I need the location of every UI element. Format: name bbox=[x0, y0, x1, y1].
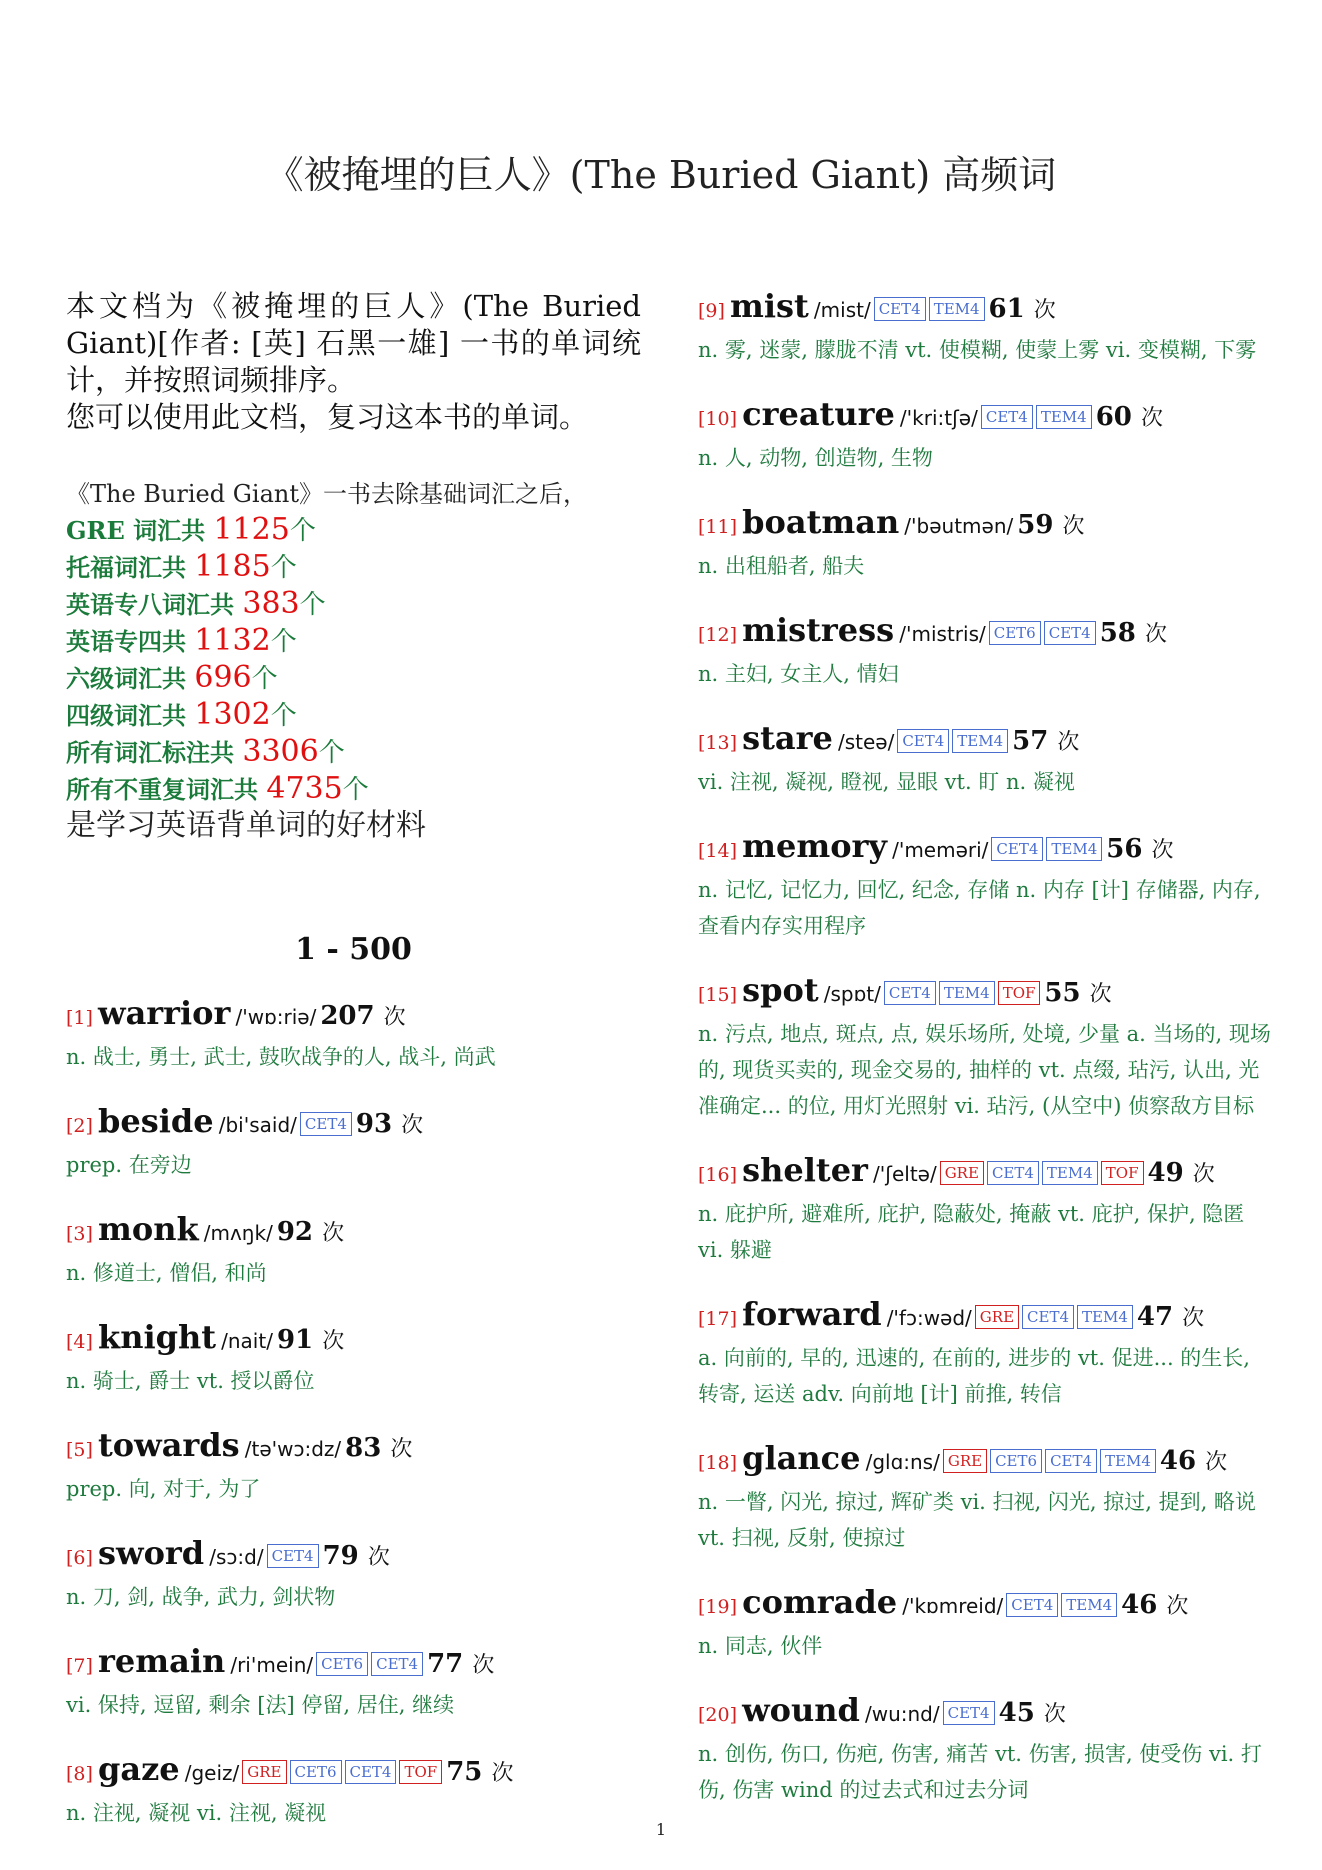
intro-paragraph: 您可以使用此文档，复习这本书的单词。 bbox=[66, 400, 589, 434]
word-entry bbox=[66, 1317, 641, 1399]
entry-word: beside bbox=[98, 1102, 214, 1140]
entry-head bbox=[698, 1294, 1273, 1340]
entry-word: memory bbox=[742, 827, 887, 865]
entry-definition: a. 向前的, 早的, 迅速的, 在前的, 进步的 vt. 促进... 的生长, 转寄, 运送 adv. 向前地 [计] 前推, 转信 bbox=[698, 1346, 1250, 1406]
entry-tag: CET4 bbox=[345, 1760, 397, 1784]
entry-tag: GRE bbox=[242, 1760, 286, 1784]
entry-definition: n. 创伤, 伤口, 伤疤, 伤害, 痛苦 vt. 伤害, 损害, 使受伤 vi. 打伤, 伤害 wind 的过去式和过去分词 bbox=[698, 1742, 1262, 1802]
word-entry bbox=[698, 1582, 1273, 1664]
entry-tag: CET6 bbox=[316, 1652, 368, 1676]
entry-index: [12] bbox=[698, 624, 738, 646]
entry-tag: TEM4 bbox=[1036, 405, 1092, 429]
entry-head bbox=[698, 1690, 1273, 1736]
word-entry bbox=[66, 1425, 641, 1507]
entry-phonetic: /wu:nd/ bbox=[865, 1702, 940, 1726]
entry-head bbox=[698, 502, 1273, 548]
entry-definition: n. 主妇, 女主人, 情妇 bbox=[698, 662, 899, 686]
word-entry bbox=[698, 826, 1273, 944]
entry-count-number: 59 bbox=[1017, 510, 1054, 540]
entry-count bbox=[427, 1649, 494, 1679]
entry-tag: TOF bbox=[1101, 1161, 1144, 1185]
entry-tag: TEM4 bbox=[1077, 1305, 1133, 1329]
entry-tag: CET4 bbox=[1044, 621, 1096, 645]
entry-count-number: 92 bbox=[276, 1217, 313, 1247]
entry-count bbox=[989, 294, 1056, 324]
entry-head bbox=[66, 1533, 641, 1579]
entry-tag: TEM4 bbox=[1100, 1449, 1156, 1473]
entry-phonetic: /'kɒmreid/ bbox=[902, 1594, 1004, 1618]
stat-row bbox=[66, 660, 641, 697]
stat-unit: 个 bbox=[342, 775, 369, 805]
intro-text bbox=[66, 288, 641, 436]
entry-word: creature bbox=[742, 395, 895, 433]
entry-word: gaze bbox=[98, 1750, 180, 1788]
word-entry bbox=[698, 286, 1273, 368]
entry-count-number: 46 bbox=[1121, 1590, 1158, 1620]
entry-index: [14] bbox=[698, 840, 738, 862]
entry-word: spot bbox=[742, 971, 819, 1009]
stat-row bbox=[66, 771, 641, 808]
entry-phonetic: /'bəutmən/ bbox=[904, 514, 1014, 538]
entry-count-number: 91 bbox=[276, 1325, 314, 1355]
word-entry bbox=[66, 993, 641, 1075]
entry-phonetic: /'meməri/ bbox=[892, 838, 989, 862]
entry-tag: TEM4 bbox=[1042, 1161, 1098, 1185]
entry-count-suffix: 次 bbox=[1144, 622, 1167, 647]
entry-phonetic: /'wɒ:riə/ bbox=[235, 1005, 317, 1029]
entry-index: [7] bbox=[66, 1655, 93, 1677]
stat-label: 四级词汇共 bbox=[66, 701, 195, 730]
stat-label: 英语专四共 bbox=[66, 627, 195, 656]
entry-tag: CET4 bbox=[1022, 1305, 1074, 1329]
stats-tail: 是学习英语背单词的好材料 bbox=[66, 808, 426, 843]
entry-tag: GRE bbox=[975, 1305, 1019, 1329]
entry-head bbox=[698, 286, 1273, 332]
entry-count-number: 93 bbox=[355, 1109, 393, 1139]
entry-count-suffix: 次 bbox=[1205, 1450, 1228, 1475]
entry-count-number: 47 bbox=[1136, 1302, 1174, 1332]
entry-definition: n. 注视, 凝视 vi. 注视, 凝视 bbox=[66, 1801, 327, 1825]
stat-number: 1132 bbox=[194, 623, 271, 658]
entry-count-number: 83 bbox=[345, 1433, 382, 1463]
entry-phonetic: /'kri:tʃə/ bbox=[899, 406, 978, 430]
entry-definition: n. 雾, 迷蒙, 朦胧不清 vt. 使模糊, 使蒙上雾 vi. 变模糊, 下雾 bbox=[698, 338, 1257, 362]
entry-count-suffix: 次 bbox=[1192, 1162, 1215, 1187]
entry-index: [19] bbox=[698, 1596, 738, 1618]
stat-row bbox=[66, 586, 641, 623]
entry-definition: n. 记忆, 记忆力, 回忆, 纪念, 存储 n. 内存 [计] 存储器, 内存, 查看内存实用程序 bbox=[698, 878, 1261, 938]
stats-block bbox=[66, 476, 641, 844]
stat-label: GRE 词汇共 bbox=[66, 516, 214, 545]
stat-row bbox=[66, 512, 641, 549]
entry-count bbox=[345, 1433, 412, 1463]
entry-phonetic: /spɒt/ bbox=[823, 982, 881, 1006]
entry-count bbox=[323, 1541, 390, 1571]
entry-head bbox=[698, 394, 1273, 440]
stat-unit: 个 bbox=[289, 516, 316, 546]
entry-count-number: 61 bbox=[988, 294, 1025, 324]
entry-tag: TOF bbox=[998, 981, 1041, 1005]
entry-phonetic: /geiz/ bbox=[184, 1761, 240, 1785]
entry-count-suffix: 次 bbox=[1033, 298, 1056, 323]
entry-tag: CET4 bbox=[874, 297, 926, 321]
stat-row bbox=[66, 697, 641, 734]
entry-phonetic: /steə/ bbox=[837, 730, 895, 754]
entry-definition: n. 出租船者, 船夫 bbox=[698, 554, 865, 578]
entry-count-suffix: 次 bbox=[491, 1761, 514, 1786]
stats-lead: 《The Buried Giant》一书去除基础词汇之后， bbox=[66, 480, 587, 508]
word-entry bbox=[698, 502, 1273, 584]
entry-count bbox=[1096, 402, 1163, 432]
entry-phonetic: /mist/ bbox=[813, 298, 871, 322]
entry-index: [4] bbox=[66, 1331, 93, 1353]
entry-count-suffix: 次 bbox=[401, 1113, 424, 1138]
entry-count bbox=[446, 1757, 513, 1787]
page-number: 1 bbox=[655, 1820, 667, 1839]
entry-definition: n. 修道士, 僧侣, 和尚 bbox=[66, 1261, 267, 1285]
entry-tag: CET4 bbox=[884, 981, 936, 1005]
entry-definition: n. 庇护所, 避难所, 庇护, 隐蔽处, 掩蔽 vt. 庇护, 保护, 隐匿 vi. 躲避 bbox=[698, 1202, 1245, 1262]
entry-count bbox=[1121, 1590, 1188, 1620]
entry-tag: TEM4 bbox=[1061, 1593, 1117, 1617]
entry-count bbox=[1100, 618, 1167, 648]
entry-word: remain bbox=[98, 1642, 226, 1680]
entry-index: [6] bbox=[66, 1547, 93, 1569]
entry-index: [11] bbox=[698, 516, 738, 538]
entry-head bbox=[66, 1749, 641, 1795]
entry-index: [10] bbox=[698, 408, 738, 430]
stat-unit: 个 bbox=[270, 627, 297, 657]
word-entry bbox=[698, 394, 1273, 476]
stat-number: 1125 bbox=[213, 512, 290, 547]
entry-definition: n. 一瞥, 闪光, 掠过, 辉矿类 vi. 扫视, 闪光, 掠过, 提到, 略说 vt. 扫视, 反射, 使掠过 bbox=[698, 1490, 1256, 1550]
entry-word: forward bbox=[742, 1295, 882, 1333]
stat-number: 1302 bbox=[194, 697, 271, 732]
word-entry bbox=[698, 1294, 1273, 1412]
entry-count bbox=[1106, 834, 1173, 864]
entry-count bbox=[1137, 1302, 1204, 1332]
entry-head bbox=[66, 1641, 641, 1687]
entry-definition: vi. 注视, 凝视, 瞪视, 显眼 vt. 盯 n. 凝视 bbox=[698, 770, 1075, 794]
entry-tag: TEM4 bbox=[1046, 837, 1102, 861]
entry-phonetic: /glɑ:ns/ bbox=[865, 1450, 940, 1474]
entry-word: knight bbox=[98, 1318, 217, 1356]
entry-head bbox=[698, 610, 1273, 656]
entry-word: sword bbox=[98, 1534, 205, 1572]
entry-count-number: 79 bbox=[322, 1541, 359, 1571]
entry-head bbox=[66, 993, 641, 1039]
right-column bbox=[698, 286, 1273, 1834]
stat-row bbox=[66, 549, 641, 586]
entry-count bbox=[1012, 726, 1079, 756]
intro-paragraph: 本文档为《被掩埋的巨人》(The Buried Giant)[作者: [英] 石黑一雄] 一书的单词统计，并按照词频排序。 bbox=[66, 289, 641, 397]
entry-word: boatman bbox=[742, 503, 900, 541]
entry-definition: prep. 向, 对于, 为了 bbox=[66, 1477, 261, 1501]
stat-number: 4735 bbox=[266, 771, 343, 806]
entry-head bbox=[698, 1150, 1273, 1196]
entry-index: [5] bbox=[66, 1439, 93, 1461]
entry-definition: prep. 在旁边 bbox=[66, 1153, 192, 1177]
entry-phonetic: /nait/ bbox=[221, 1329, 273, 1353]
entry-tag: CET6 bbox=[990, 1449, 1042, 1473]
left-column bbox=[66, 288, 641, 1857]
stat-unit: 个 bbox=[318, 738, 345, 768]
stat-unit: 个 bbox=[270, 701, 297, 731]
word-entry bbox=[698, 1690, 1273, 1808]
word-entry bbox=[698, 610, 1273, 692]
entry-index: [9] bbox=[698, 300, 725, 322]
entry-tag: CET6 bbox=[290, 1760, 342, 1784]
entry-count-suffix: 次 bbox=[1151, 838, 1174, 863]
entry-list-left bbox=[66, 993, 641, 1831]
entry-index: [16] bbox=[698, 1164, 738, 1186]
entry-count bbox=[999, 1698, 1066, 1728]
entry-tag: GRE bbox=[940, 1161, 984, 1185]
entry-index: [2] bbox=[66, 1115, 93, 1137]
entry-count-number: 77 bbox=[427, 1649, 464, 1679]
entry-head bbox=[698, 718, 1273, 764]
entry-count-suffix: 次 bbox=[1140, 406, 1163, 431]
entry-tag: TEM4 bbox=[939, 981, 995, 1005]
entry-definition: n. 骑士, 爵士 vt. 授以爵位 bbox=[66, 1369, 315, 1393]
entry-count bbox=[277, 1325, 344, 1355]
entry-count bbox=[1017, 510, 1084, 540]
word-entry bbox=[698, 718, 1273, 800]
entry-definition: vi. 保持, 逗留, 剩余 [法] 停留, 居住, 继续 bbox=[66, 1693, 455, 1717]
entry-tag: CET4 bbox=[897, 729, 949, 753]
entry-count-suffix: 次 bbox=[1043, 1702, 1066, 1727]
word-entry bbox=[66, 1641, 641, 1723]
entry-word: shelter bbox=[742, 1151, 868, 1189]
entry-word: towards bbox=[98, 1426, 240, 1464]
entry-word: mistress bbox=[742, 611, 895, 649]
entry-phonetic: /'fɔ:wəd/ bbox=[886, 1306, 972, 1330]
entry-count-number: 46 bbox=[1159, 1446, 1197, 1476]
entry-tag: CET4 bbox=[371, 1652, 423, 1676]
stat-unit: 个 bbox=[270, 553, 297, 583]
entry-count-suffix: 次 bbox=[1166, 1594, 1189, 1619]
entry-count-number: 57 bbox=[1012, 726, 1049, 756]
entry-tag: TEM4 bbox=[929, 297, 985, 321]
entry-phonetic: /ri'mein/ bbox=[230, 1653, 314, 1677]
entry-head bbox=[698, 1438, 1273, 1484]
entry-tag: TEM4 bbox=[952, 729, 1008, 753]
stat-row bbox=[66, 623, 641, 660]
entry-tag: CET4 bbox=[943, 1701, 995, 1725]
entry-count-suffix: 次 bbox=[1057, 730, 1080, 755]
entry-count-number: 58 bbox=[1099, 618, 1136, 648]
entry-count bbox=[1044, 978, 1111, 1008]
entry-count-number: 49 bbox=[1147, 1158, 1184, 1188]
word-entry bbox=[66, 1209, 641, 1291]
entry-tag: TOF bbox=[399, 1760, 442, 1784]
entry-count-suffix: 次 bbox=[322, 1329, 345, 1354]
word-entry bbox=[698, 1438, 1273, 1556]
entry-count-number: 56 bbox=[1106, 834, 1143, 864]
entry-word: mist bbox=[730, 287, 809, 325]
stats-list bbox=[66, 512, 641, 808]
entry-count-suffix: 次 bbox=[472, 1653, 495, 1678]
entry-tag: CET4 bbox=[991, 837, 1043, 861]
entry-phonetic: /mʌŋk/ bbox=[203, 1221, 273, 1245]
entry-word: stare bbox=[742, 719, 833, 757]
stat-label: 托福词汇共 bbox=[66, 553, 195, 582]
stat-unit: 个 bbox=[299, 590, 326, 620]
stat-label: 六级词汇共 bbox=[66, 664, 195, 693]
entry-index: [18] bbox=[698, 1452, 738, 1474]
entry-index: [17] bbox=[698, 1308, 738, 1330]
entry-count-number: 207 bbox=[320, 1001, 375, 1031]
entry-count-number: 55 bbox=[1044, 978, 1081, 1008]
entry-count-suffix: 次 bbox=[1062, 514, 1085, 539]
entry-count bbox=[320, 1001, 405, 1031]
entry-index: [13] bbox=[698, 732, 738, 754]
entry-head bbox=[698, 1582, 1273, 1628]
entry-count-suffix: 次 bbox=[1089, 982, 1112, 1007]
entry-count-suffix: 次 bbox=[383, 1005, 406, 1030]
entry-word: warrior bbox=[98, 994, 231, 1032]
range-title: 1 - 500 bbox=[295, 932, 412, 967]
word-entry bbox=[698, 970, 1273, 1124]
word-entry bbox=[698, 1150, 1273, 1268]
entry-tag: CET4 bbox=[1006, 1593, 1058, 1617]
stat-label: 所有不重复词汇共 bbox=[66, 775, 267, 804]
entry-tag: CET4 bbox=[987, 1161, 1039, 1185]
entry-count bbox=[356, 1109, 423, 1139]
word-entry bbox=[66, 1533, 641, 1615]
stat-label: 所有词汇标注共 bbox=[66, 738, 243, 767]
entry-tag: CET6 bbox=[989, 621, 1041, 645]
stat-number: 3306 bbox=[242, 734, 319, 769]
entry-count bbox=[1160, 1446, 1227, 1476]
entry-head bbox=[66, 1317, 641, 1363]
entry-count-suffix: 次 bbox=[322, 1221, 345, 1246]
stat-row bbox=[66, 734, 641, 771]
stat-number: 1185 bbox=[194, 549, 271, 584]
stat-number: 696 bbox=[194, 660, 252, 695]
entry-list-right bbox=[698, 286, 1273, 1808]
entry-definition: n. 同志, 伙伴 bbox=[698, 1634, 823, 1658]
entry-phonetic: /'mistris/ bbox=[899, 622, 986, 646]
entry-index: [8] bbox=[66, 1763, 93, 1785]
entry-count-suffix: 次 bbox=[367, 1545, 390, 1570]
entry-count-suffix: 次 bbox=[390, 1437, 413, 1462]
entry-tag: CET4 bbox=[267, 1544, 319, 1568]
stat-label: 英语专八词汇共 bbox=[66, 590, 243, 619]
entry-head bbox=[66, 1425, 641, 1471]
entry-definition: n. 战士, 勇士, 武士, 鼓吹战争的人, 战斗, 尚武 bbox=[66, 1045, 496, 1069]
entry-count-number: 45 bbox=[998, 1698, 1035, 1728]
entry-tag: GRE bbox=[943, 1449, 987, 1473]
entry-count-suffix: 次 bbox=[1182, 1306, 1205, 1331]
entry-word: glance bbox=[742, 1439, 861, 1477]
stat-number: 383 bbox=[242, 586, 300, 621]
entry-head bbox=[698, 970, 1273, 1016]
entry-phonetic: /sɔ:d/ bbox=[209, 1545, 264, 1569]
entry-count bbox=[277, 1217, 344, 1247]
entry-index: [1] bbox=[66, 1007, 93, 1029]
entry-phonetic: /'ʃeltə/ bbox=[873, 1162, 937, 1186]
entry-word: monk bbox=[98, 1210, 199, 1248]
stat-unit: 个 bbox=[251, 664, 278, 694]
page-title: 《被掩埋的巨人》(The Buried Giant) 高频词 bbox=[265, 153, 1057, 197]
entry-index: [15] bbox=[698, 984, 738, 1006]
entry-head bbox=[66, 1209, 641, 1255]
word-entry bbox=[66, 1749, 641, 1831]
entry-tag: CET4 bbox=[300, 1112, 352, 1136]
word-entry bbox=[66, 1101, 641, 1183]
entry-definition: n. 人, 动物, 创造物, 生物 bbox=[698, 446, 933, 470]
entry-count bbox=[1148, 1158, 1215, 1188]
entry-head bbox=[698, 826, 1273, 872]
entry-word: wound bbox=[742, 1691, 860, 1729]
entry-phonetic: /bi'said/ bbox=[218, 1113, 297, 1137]
entry-tag: CET4 bbox=[1045, 1449, 1097, 1473]
entry-phonetic: /tə'wɔ:dz/ bbox=[244, 1437, 342, 1461]
entry-index: [3] bbox=[66, 1223, 93, 1245]
entry-tag: CET4 bbox=[981, 405, 1033, 429]
entry-count-number: 75 bbox=[446, 1757, 483, 1787]
entry-head bbox=[66, 1101, 641, 1147]
entry-word: comrade bbox=[742, 1583, 898, 1621]
entry-index: [20] bbox=[698, 1704, 738, 1726]
entry-count-number: 60 bbox=[1095, 402, 1132, 432]
entry-definition: n. 刀, 剑, 战争, 武力, 剑状物 bbox=[66, 1585, 336, 1609]
entry-definition: n. 污点, 地点, 斑点, 点, 娱乐场所, 处境, 少量 a. 当场的, 现场的, 现货买卖的, 现金交易的, 抽样的 vt. 点缀, 玷污, 认出, 光准确定... 的位, 用灯光照射 vi. 玷污, (从空中) 侦察敌方目标 bbox=[698, 1022, 1271, 1118]
